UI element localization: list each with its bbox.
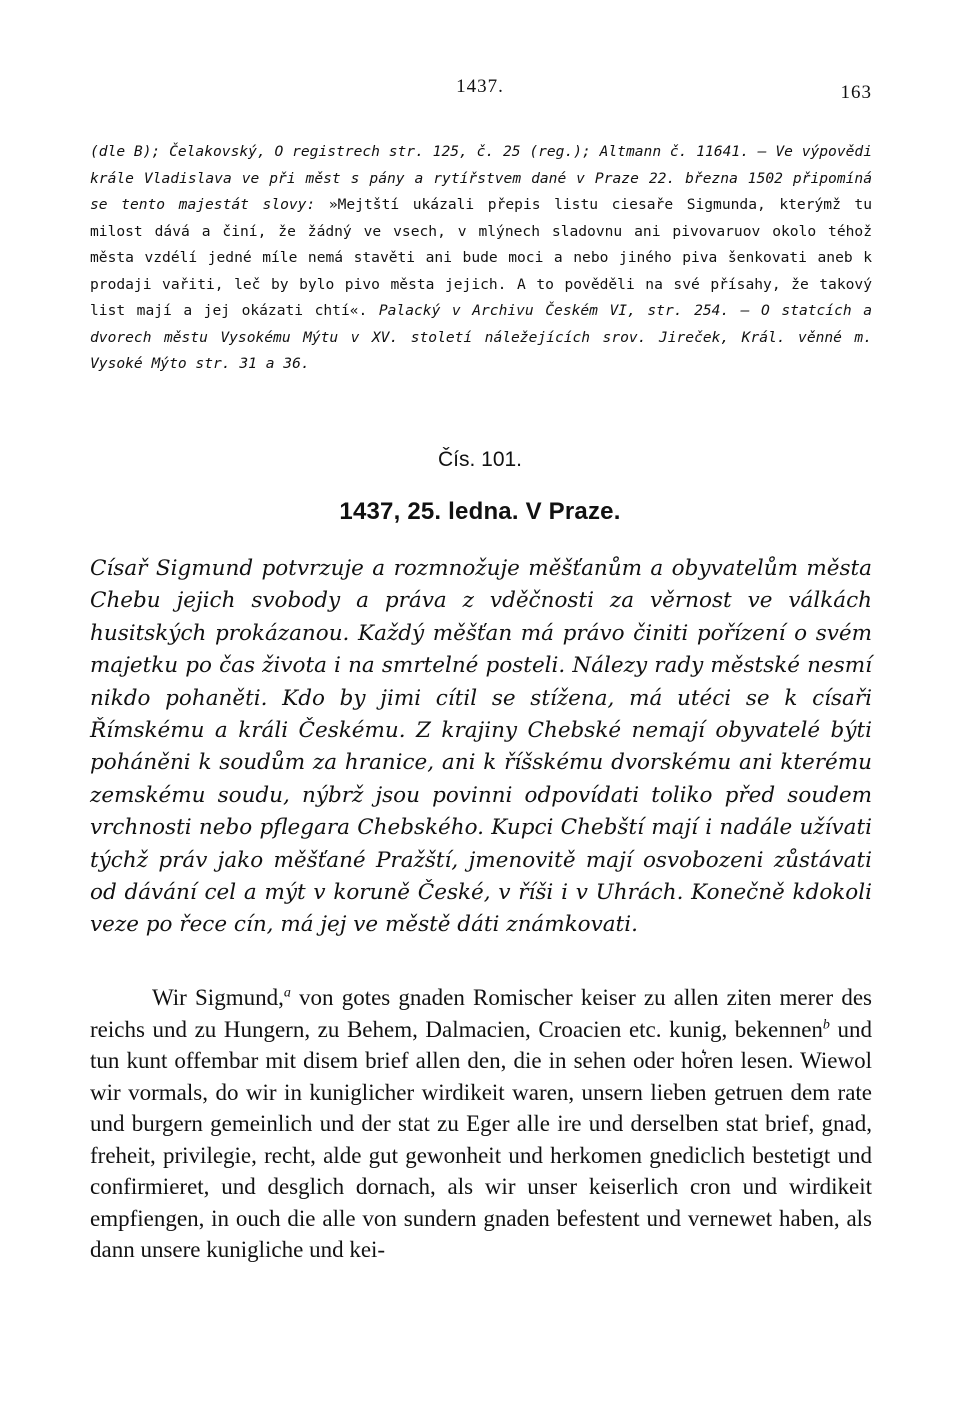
document-number: Čís. 101. <box>437 448 523 471</box>
document-regest: Císař Sigmund potvrzuje a rozmnožuje měšťanům a obyvatelům města Chebu jejich svobody a práva z vděčnosti za věrnost ve válkách husitských prokázanou. Každý měšťan má právo činiti pořízení o svém majetku po čas života i na smrtelné posteli. Nálezy rady městské nesmí nikdo pohaněti. Kdo by jimi cítil se stížena, má utéci se k císaři Římskému a králi Českému. Z krajiny Chebské nemají obyvatelé býti poháněni k soudům za hranice, ani k říšskému dvorskému ani kterému zemskému soudu, nýbrž jsou povinni odpovídati toliko před soudem vrchnosti nebo pflegara Chebského. Kupci Chebští mají i nadále užívati týchž práv jako měšťané Pražští, jmenovitě mají osvobozeni zůstávati od dávání cel a mýt v koruně České, v říši i v Uhrách. Konečně kdokoli veze po řece cín, má jej ve městě dáti známkovati. <box>90 556 872 938</box>
charter-text <box>90 982 872 1266</box>
footnote-marker-a: a <box>283 985 291 1001</box>
footnote-marker-b: b <box>822 1016 830 1032</box>
notes-citation-2: Palacký v Archivu Českém VI, str. 254. — O statcích a dvorech městu Vysokému Mýtu v XV. století náležejících srov. Jireček, Král. věnné m. Vysoké Mýto str. 31 a 36. <box>90 302 872 372</box>
document-date-place: 1437, 25. ledna. V Praze. <box>339 498 621 525</box>
charter-text-part-1: Wir Sigmund, <box>152 985 284 1010</box>
preceding-notes <box>90 139 872 378</box>
charter-text-part-3: und tun kunt offembar mit disem brief allen den, die in sehen oder ho͛ren lesen. Wiewol wir vormals, do wir in kuniglicher wirdikeit waren, unsern lieben getruen dem rate und burgern gemeinlich und der stat zu Eger alle ire und derselben stat brief, gnad, freheit, privilegie, recht, alde gut gewonheit und herkomen gnediclich bestetigt und confirmieret, und desglich dornach, als wir unser keiserlich cron und wirdikeit empfiengen, in ouch die alle von sundern gnaden befestent und vernewet haben, als dann unsere kunigliche und kei- <box>90 1016 872 1262</box>
running-header-year: 1437. <box>456 76 504 97</box>
notes-citation-1: (dle B); Čelakovský, O registrech str. 125, č. 25 (reg.); Altmann č. 11641. — Ve výpovědi krále Vladislava ve při měst s pány a rytířstvem dané v Praze 22. března 1502 připomíná se tento majestát slovy: <box>90 143 872 213</box>
charter-text-part-2: von gotes gnaden Romischer keiser zu allen ziten merer des reichs und zu Hungern, zu Behem, Dalmacien, Croacien etc. kunig, bekennen <box>90 985 872 1042</box>
page-number: 163 <box>840 82 872 103</box>
notes-quotation: »Mejtští ukázali přepis listu ciesaře Sigmunda, kterýmž tu milost dává a činí, že žádný ve vsech, v mlýnech sladovnu ani pivovaruov okolo téhož města vzdélí jedné míle nemá stavěti ani bude moci a nebo jiného piva šenkovati aneb k prodaji vařiti, leč by bylo pivo města jejich. A to pověděli na své přísahy, že takový list mají a jej okázati chtí«. <box>90 196 873 319</box>
